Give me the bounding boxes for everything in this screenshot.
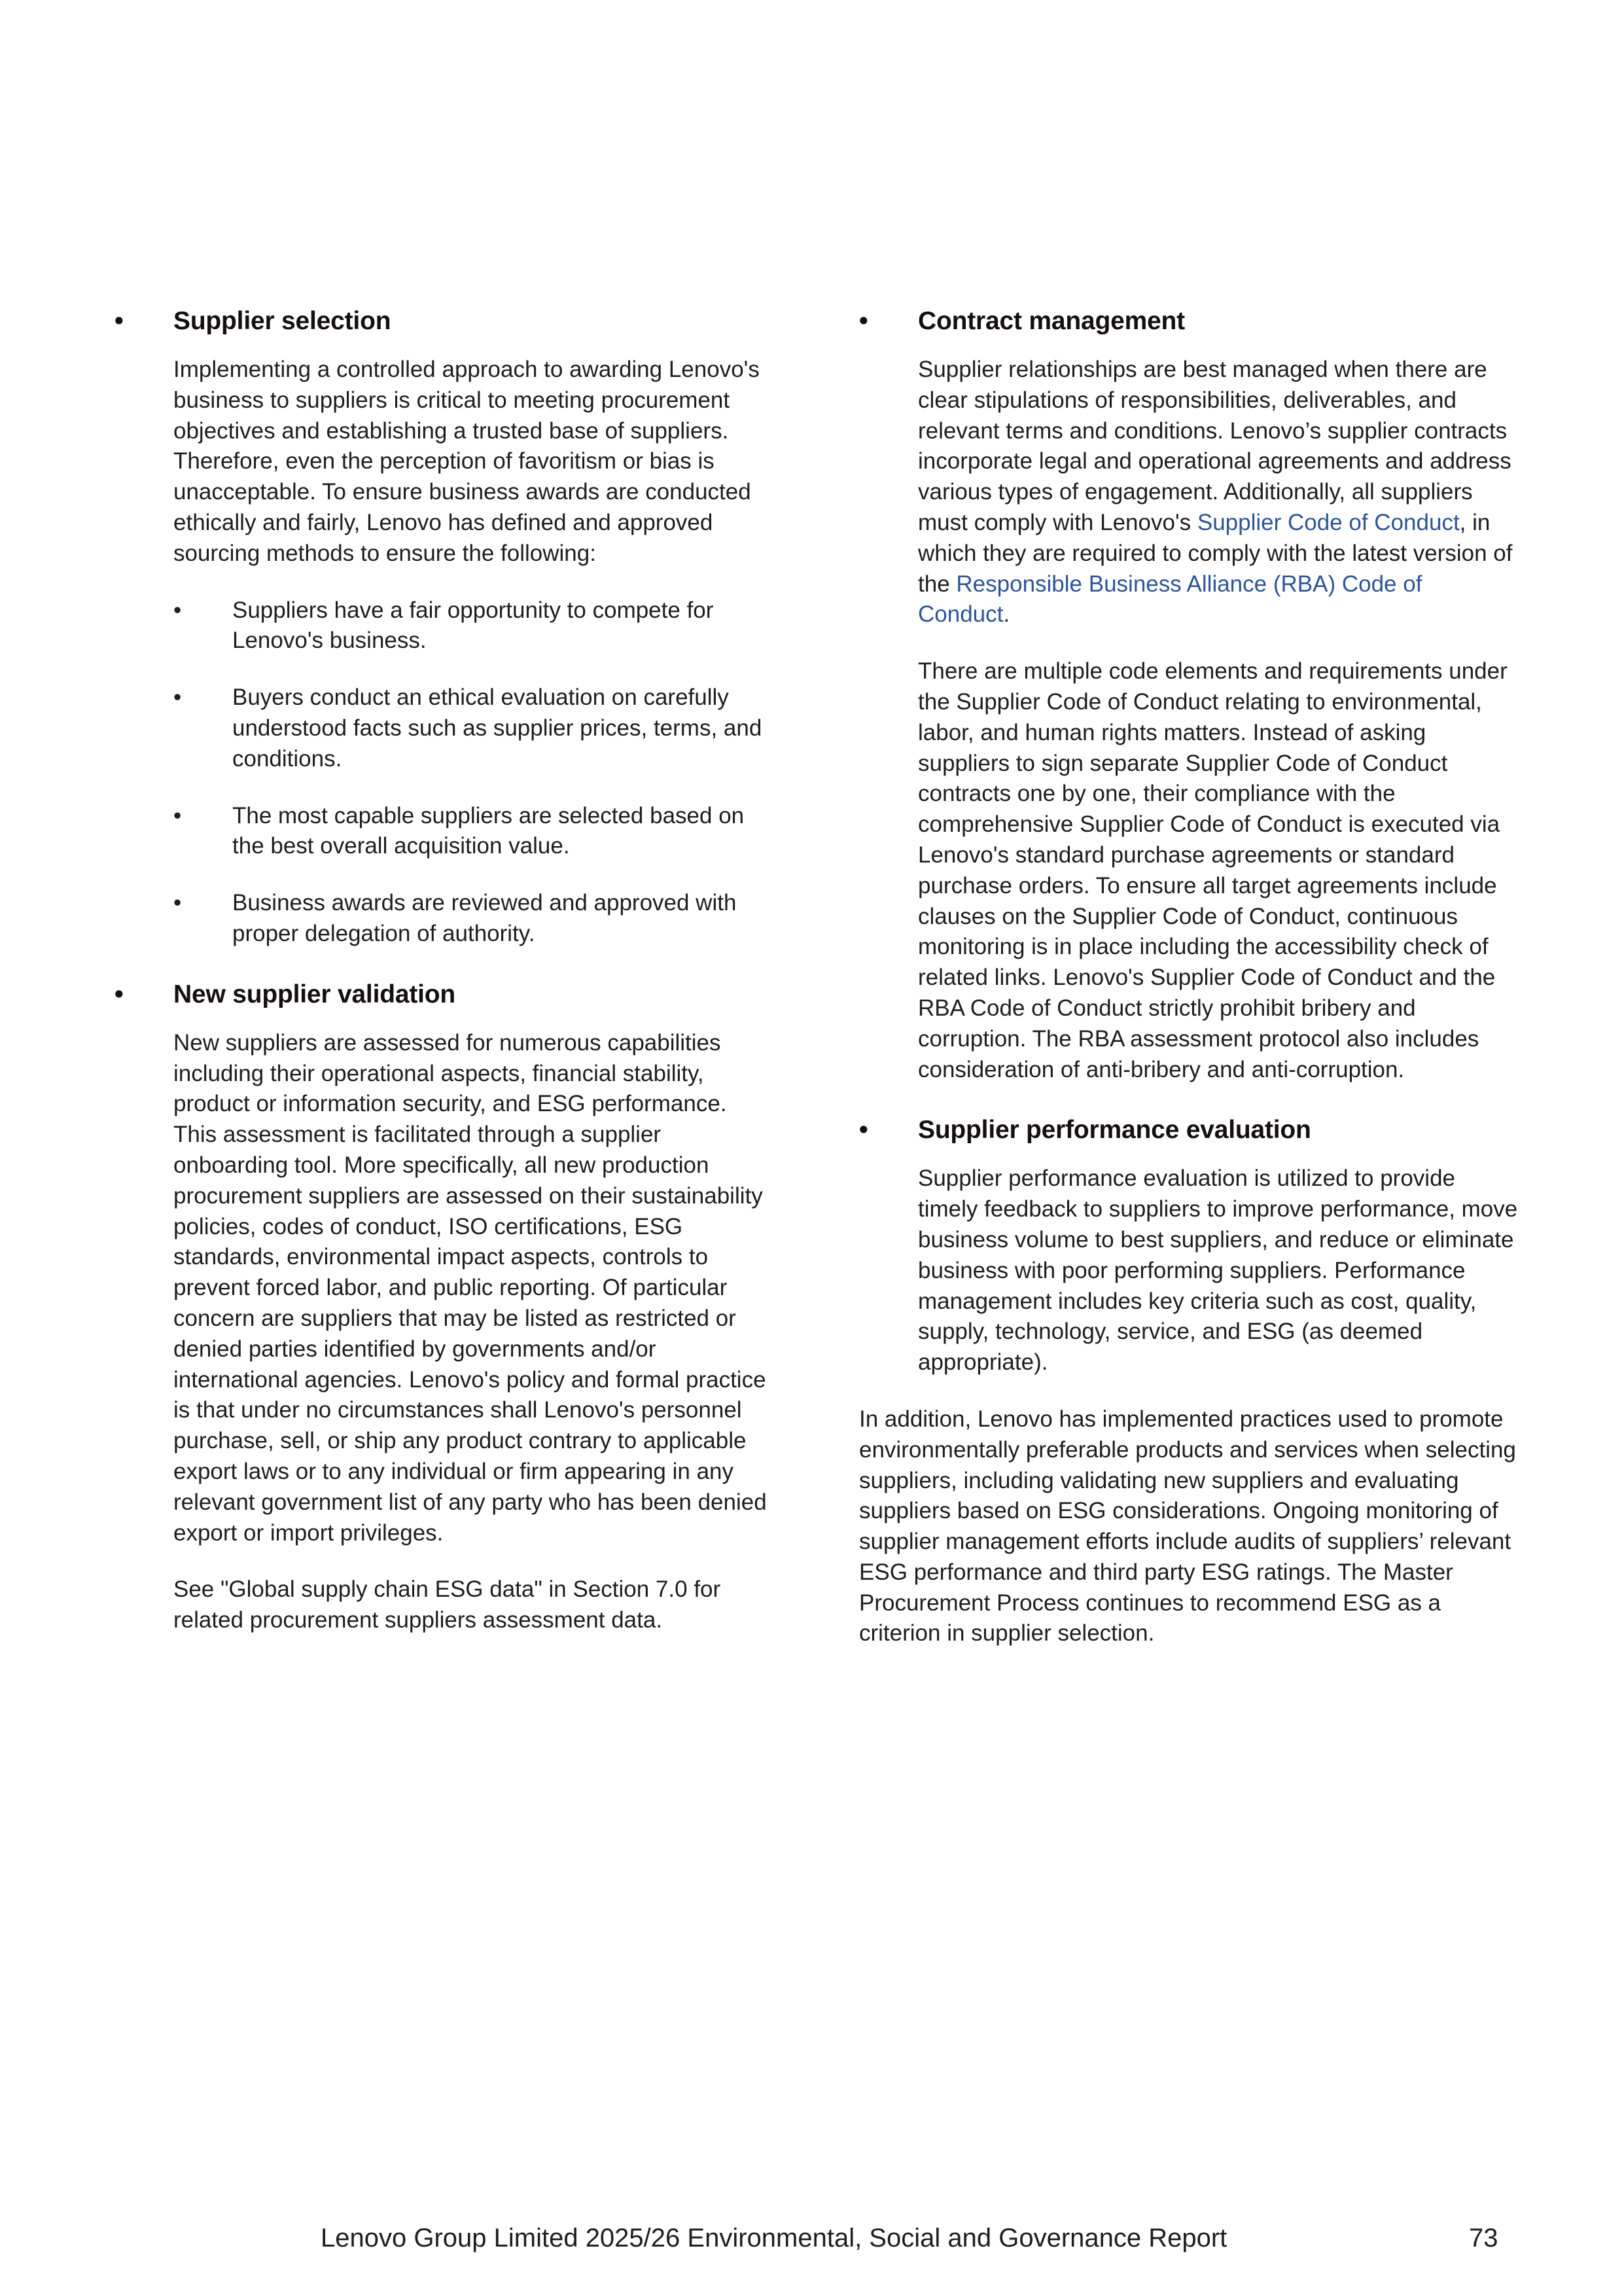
contract-management-section — [859, 302, 1520, 1085]
rba-code-of-conduct-link[interactable]: Responsible Business Alliance (RBA) Code of Conduct — [918, 571, 1422, 628]
heading-text: Contract management — [918, 307, 1185, 335]
closing-paragraph: In addition, Lenovo has implemented practices used to promote environmentally preferable products and services when selecting suppliers, including validating new suppliers and evaluating suppliers based on ESG considerations. Ongoing monitoring of supplier management efforts include audits of suppliers’ relevant ESG performance and third party ESG ratings. The Master Procurement Process continues to recommend ESG as a criterion in supplier selection. — [859, 1406, 1516, 1646]
body-text: . — [1003, 601, 1010, 628]
contract-management-heading — [859, 302, 1520, 340]
body-text: , in which they are required to comply with the latest version of the — [918, 509, 1513, 597]
supplier-code-of-conduct-link[interactable]: Supplier Code of Conduct — [1197, 509, 1460, 535]
bullet-icon: • — [173, 890, 182, 916]
list-item — [173, 801, 775, 863]
contract-management-body — [918, 355, 1520, 630]
bullet-icon: • — [173, 685, 182, 711]
heading-text: Supplier performance evaluation — [918, 1116, 1311, 1145]
list-item-text: Buyers conduct an ethical evaluation on carefully understood facts such as supplier prices, terms, and conditions. — [232, 685, 762, 772]
see-also-note: See "Global supply chain ESG data" in Section 7.0 for related procurement suppliers assessment data. — [173, 1576, 721, 1633]
supplier-selection-section — [115, 302, 775, 950]
report-title: Lenovo Group Limited 2025/26 Environmental, Social and Governance Report — [321, 2224, 1227, 2252]
bullet-icon: • — [173, 802, 182, 828]
contract-management-body-2: There are multiple code elements and requirements under the Supplier Code of Conduct relating to environmental, labor, and human rights matters. Instead of asking suppliers to sign separate Supplier Code of Conduct contracts one by one, their compliance with the comprehensive Supplier Code of Conduct is executed via Lenovo's standard purchase agreements or standard purchase orders. To ensure all target agreements include clauses on the Supplier Code of Conduct, continuous monitoring is in place including the accessibility check of related links. Lenovo's Supplier Code of Conduct and the RBA Code of Conduct strictly prohibit bribery and corruption. The RBA assessment protocol also includes consideration of anti-bribery and anti-corruption. — [918, 658, 1508, 1082]
supplier-performance-evaluation-section — [859, 1111, 1520, 1378]
list-item — [173, 596, 775, 657]
bullet-icon: • — [115, 307, 124, 335]
bullet-icon: • — [173, 597, 182, 623]
body-text: Supplier relationships are best managed when there are clear stipulations of responsibilities, deliverables, and relevant terms and conditions. Lenovo’s supplier contracts incorporate legal and operational agreements and address various types of engagement. Additionally, all suppliers must comply with Lenovo's — [918, 357, 1511, 535]
heading-text: New supplier validation — [173, 980, 455, 1008]
left-column — [115, 302, 775, 1662]
supplier-performance-evaluation-heading — [859, 1111, 1520, 1149]
page-footer — [0, 2222, 1624, 2254]
supplier-selection-heading — [115, 302, 775, 340]
new-supplier-validation-section — [115, 976, 775, 1636]
new-supplier-validation-heading — [115, 976, 775, 1014]
list-item-text: The most capable suppliers are selected based on the best overall acquisition value. — [232, 802, 745, 859]
list-item-text: Business awards are reviewed and approved with proper delegation of authority. — [232, 890, 737, 946]
list-item — [173, 683, 775, 774]
list-item-text: Suppliers have a fair opportunity to compete for Lenovo's business. — [232, 597, 714, 654]
supplier-performance-evaluation-body: Supplier performance evaluation is utilized to provide timely feedback to suppliers to improve performance, move business volume to best suppliers, and reduce or eliminate business with poor performing suppliers. Performance management includes key criteria such as cost, quality, supply, technology, service, and ESG (as deemed appropriate). — [918, 1165, 1518, 1376]
bullet-icon: • — [115, 980, 124, 1008]
supplier-selection-intro: Implementing a controlled approach to awarding Lenovo's business to suppliers is critical to meeting procurement objectives and establishing a trusted base of suppliers. Therefore, even the perception of favoritism or bias is unacceptable. To ensure business awards are conducted ethically and fairly, Lenovo has defined and approved sourcing methods to ensure the following: — [173, 357, 760, 566]
heading-text: Supplier selection — [173, 307, 391, 335]
sourcing-methods-list — [173, 596, 775, 950]
bullet-icon: • — [859, 307, 868, 335]
right-column — [859, 302, 1520, 1675]
page-number: 73 — [1469, 2224, 1498, 2252]
list-item — [173, 888, 775, 950]
bullet-icon: • — [859, 1116, 868, 1145]
new-supplier-validation-body: New suppliers are assessed for numerous capabilities including their operational aspects, financial stability, product or information security, and ESG performance. This assessment is facilitated through a supplier onboarding tool. More specifically, all new production procurement suppliers are assessed on their sustainability policies, codes of conduct, ISO certifications, ESG standards, environmental impact aspects, controls to prevent forced labor, and public reporting. Of particular concern are suppliers that may be listed as restricted or denied parties identified by governments and/or international agencies. Lenovo's policy and formal practice is that under no circumstances shall Lenovo's personnel purchase, sell, or ship any product contrary to applicable export laws or to any individual or firm appearing in any relevant government list of any party who has been denied export or import privileges. — [173, 1029, 767, 1546]
